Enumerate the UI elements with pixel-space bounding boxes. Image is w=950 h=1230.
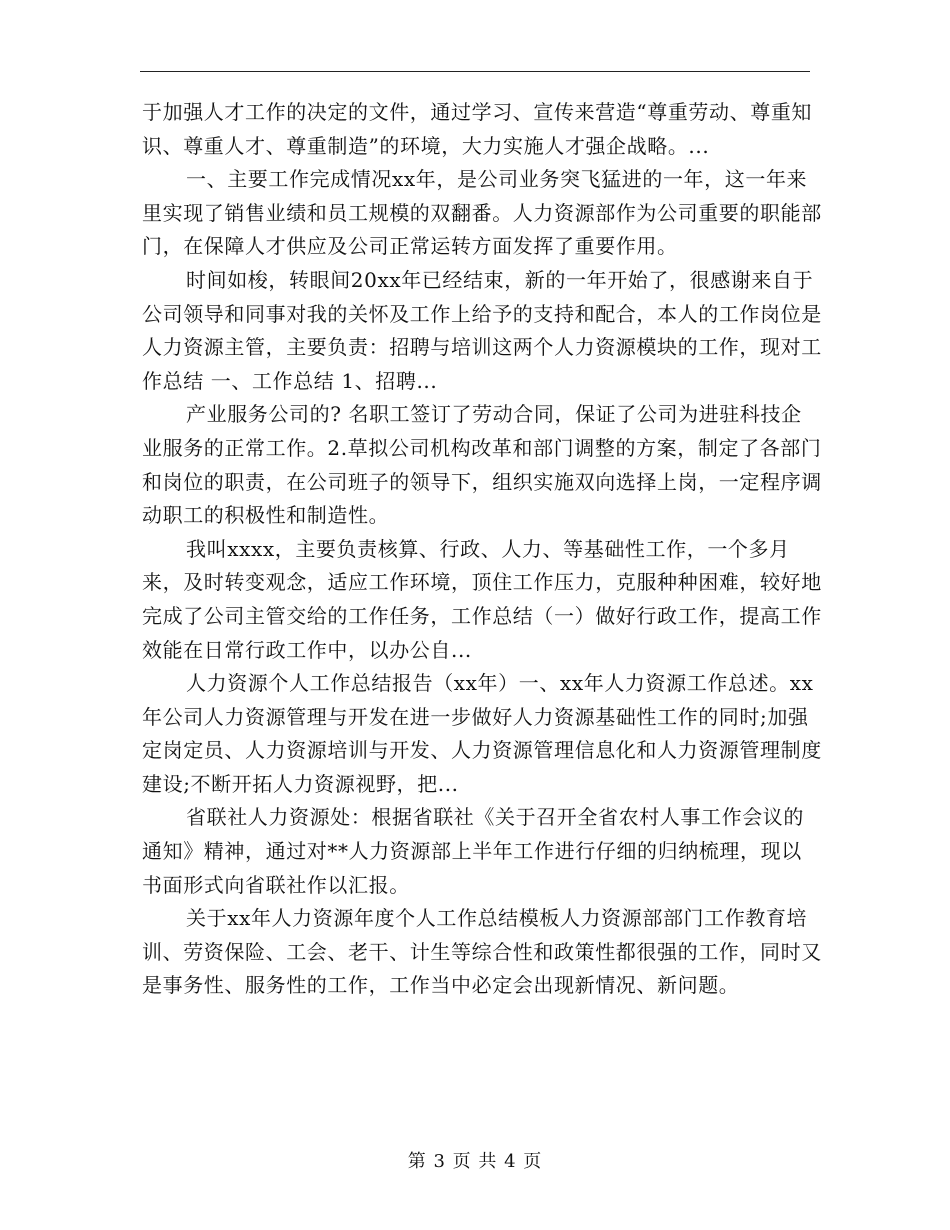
body-text	[142, 96, 822, 1003]
paragraph: 产业服务公司的? 名职工签订了劳动合同，保证了公司为进驻科技企业服务的正常工作。2.草拟公司机构改革和部门调整的方案，制定了各部门和岗位的职责，在公司班子的领导下，组织实施双向选择上岗，一定程序调动职工的积极性和制造性。	[142, 402, 822, 528]
header-rule	[140, 71, 810, 72]
page-number: 第 3 页 共 4 页	[407, 1151, 543, 1172]
paragraph: 人力资源个人工作总结报告（xx年）一、xx年人力资源工作总述。xx年公司人力资源管理与开发在进一步做好人力资源基础性工作的同时;加强定岗定员、人力资源培训与开发、人力资源管理信息化和人力资源管理制度建设;不断开拓人力资源视野，把...	[142, 671, 822, 796]
paragraph: 于加强人才工作的决定的文件，通过学习、宣传来营造“尊重劳动、尊重知识、尊重人才、尊重制造”的环境，大力实施人才强企战略。...	[142, 100, 813, 158]
paragraph: 关于xx年人力资源年度个人工作总结模板人力资源部部门工作教育培训、劳资保险、工会、老干、计生等综合性和政策性都很强的工作，同时又是事务性、服务性的工作，工作当中必定会出现新情况、新问题。	[142, 906, 822, 998]
paragraph: 省联社人力资源处：根据省联社《关于召开全省农村人事工作会议的通知》精神，通过对**人力资源部上半年工作进行仔细的归纳梳理，现以书面形式向省联社作以汇报。	[142, 805, 804, 897]
paragraph: 时间如梭，转眼间20xx年已经结束，新的一年开始了，很感谢来自于公司领导和同事对我的关怀及工作上给予的支持和配合，本人的工作岗位是人力资源主管，主要负责：招聘与培训这两个人力资源模块的工作，现对工作总结 一、工作总结 1、招聘...	[142, 267, 822, 393]
paragraph: 一、主要工作完成情况xx年，是公司业务突飞猛进的一年，这一年来里实现了销售业绩和员工规模的双翻番。人力资源部作为公司重要的职能部门，在保障人才供应及公司正常运转方面发挥了重要作用。	[142, 167, 822, 259]
paragraph: 我叫xxxx，主要负责核算、行政、人力、等基础性工作，一个多月来，及时转变观念，适应工作环境，顶住工作压力，克服种种困难，较好地完成了公司主管交给的工作任务，工作总结（一）做好行政工作，提高工作效能在日常行政工作中，以办公自...	[142, 536, 822, 662]
